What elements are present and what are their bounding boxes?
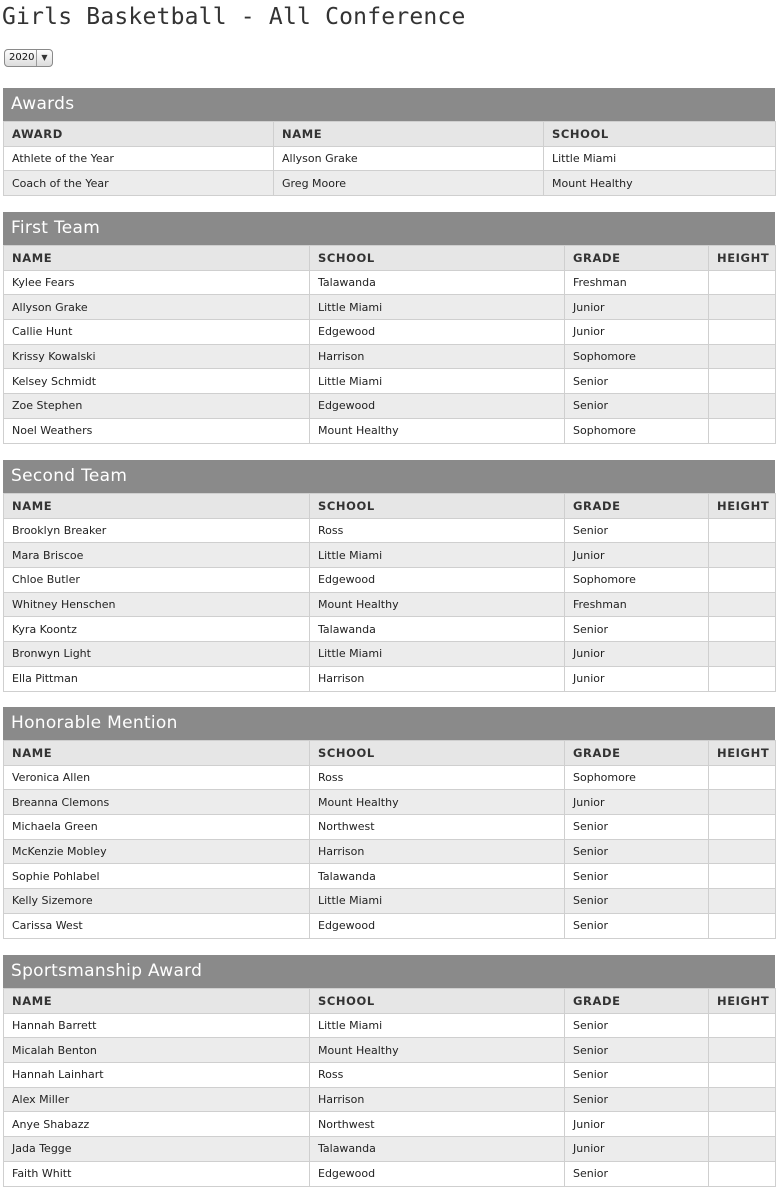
table-cell: Harrison [310,1087,565,1112]
table-cell [709,1013,776,1038]
table-cell: Zoe Stephen [4,394,310,419]
honorable-mention-section [3,707,775,939]
table-cell: Junior [565,790,709,815]
table-cell: Junior [565,1112,709,1137]
table-row [4,171,776,196]
awards-table [3,121,776,196]
table-row [4,320,776,345]
table-cell: Mount Healthy [310,790,565,815]
table-row [4,1161,776,1186]
table-cell: Harrison [310,344,565,369]
table-cell [709,270,776,295]
column-header: SCHOOL [544,122,776,147]
table-cell: Allyson Grake [4,295,310,320]
table-row [4,592,776,617]
table-cell: Senior [565,1013,709,1038]
table-row [4,666,776,691]
table-cell: Michaela Green [4,815,310,840]
table-cell: Allyson Grake [274,146,544,171]
table-cell: Micalah Benton [4,1038,310,1063]
section-title: Awards [3,88,775,121]
table-cell: Jada Tegge [4,1137,310,1162]
table-cell: Little Miami [544,146,776,171]
table-cell: Little Miami [310,369,565,394]
table-cell [709,394,776,419]
table-cell: Ross [310,518,565,543]
table-cell: Senior [565,913,709,938]
table-cell: Little Miami [310,1013,565,1038]
second-team-table [3,493,776,692]
table-header-row [4,122,776,147]
table-cell: Sophomore [565,344,709,369]
column-header: HEIGHT [709,989,776,1014]
table-row [4,790,776,815]
table-row [4,864,776,889]
table-cell: Ross [310,1063,565,1088]
table-cell: Edgewood [310,1161,565,1186]
table-header-row [4,989,776,1014]
table-cell: Coach of the Year [4,171,274,196]
table-cell: Whitney Henschen [4,592,310,617]
table-cell: Senior [565,1038,709,1063]
table-cell [709,1161,776,1186]
table-row [4,146,776,171]
table-cell: Bronwyn Light [4,642,310,667]
section-title: Sportsmanship Award [3,955,775,988]
table-cell [709,1038,776,1063]
column-header: GRADE [565,246,709,271]
table-cell: Hannah Barrett [4,1013,310,1038]
table-cell: Little Miami [310,295,565,320]
column-header: NAME [4,246,310,271]
table-cell: Sophomore [565,418,709,443]
table-cell: Senior [565,394,709,419]
column-header: NAME [274,122,544,147]
chevron-down-icon[interactable]: ▼ [36,50,52,66]
column-header: SCHOOL [310,989,565,1014]
table-cell [709,839,776,864]
table-cell: Senior [565,864,709,889]
table-cell: Krissy Kowalski [4,344,310,369]
table-cell: Sophomore [565,568,709,593]
column-header: HEIGHT [709,246,776,271]
table-cell: Kylee Fears [4,270,310,295]
column-header: HEIGHT [709,494,776,519]
table-cell: Northwest [310,815,565,840]
table-cell: Freshman [565,270,709,295]
second-team-section [3,460,775,692]
table-cell: Harrison [310,839,565,864]
table-cell: Senior [565,1087,709,1112]
table-row [4,617,776,642]
table-cell [709,568,776,593]
table-cell: Senior [565,839,709,864]
section-title: First Team [3,212,775,245]
table-cell: Senior [565,889,709,914]
table-cell [709,418,776,443]
table-cell: Junior [565,666,709,691]
table-cell: Junior [565,295,709,320]
table-cell: Ross [310,765,565,790]
table-row [4,765,776,790]
table-cell [709,369,776,394]
table-cell: Junior [565,1137,709,1162]
table-cell [709,790,776,815]
table-cell: Freshman [565,592,709,617]
table-cell: Mount Healthy [544,171,776,196]
first-team-section [3,212,775,444]
column-header: SCHOOL [310,246,565,271]
column-header: GRADE [565,989,709,1014]
table-cell: Mount Healthy [310,418,565,443]
table-cell: Little Miami [310,543,565,568]
table-cell [709,1112,776,1137]
table-cell: Callie Hunt [4,320,310,345]
table-cell [709,864,776,889]
table-cell: Edgewood [310,394,565,419]
awards-section [3,88,775,196]
table-header-row [4,494,776,519]
table-cell: Kelly Sizemore [4,889,310,914]
table-cell: Northwest [310,1112,565,1137]
section-title: Honorable Mention [3,707,775,740]
table-cell: Mara Briscoe [4,543,310,568]
table-cell: Senior [565,617,709,642]
table-cell [709,1137,776,1162]
table-cell: Junior [565,320,709,345]
table-cell: Sophie Pohlabel [4,864,310,889]
table-cell: Noel Weathers [4,418,310,443]
table-cell: Chloe Butler [4,568,310,593]
table-row [4,1013,776,1038]
table-cell: Talawanda [310,1137,565,1162]
table-cell [709,765,776,790]
table-cell [709,592,776,617]
table-cell: Edgewood [310,320,565,345]
table-cell: Talawanda [310,617,565,642]
sportsmanship-award-section [3,955,775,1187]
column-header: NAME [4,494,310,519]
column-header: NAME [4,989,310,1014]
table-row [4,1137,776,1162]
table-cell: Anye Shabazz [4,1112,310,1137]
table-cell: Senior [565,1161,709,1186]
table-cell [709,913,776,938]
column-header: GRADE [565,494,709,519]
table-cell [709,642,776,667]
section-title: Second Team [3,460,775,493]
table-cell: Carissa West [4,913,310,938]
table-cell: Greg Moore [274,171,544,196]
table-cell: Harrison [310,666,565,691]
table-cell: Brooklyn Breaker [4,518,310,543]
table-row [4,270,776,295]
table-row [4,889,776,914]
table-row [4,394,776,419]
table-cell: Kyra Koontz [4,617,310,642]
table-cell [709,1063,776,1088]
table-cell: Mount Healthy [310,592,565,617]
page-title: Girls Basketball - All Conference [2,4,466,30]
column-header: SCHOOL [310,741,565,766]
table-cell [709,295,776,320]
table-cell [709,320,776,345]
table-cell: Faith Whitt [4,1161,310,1186]
table-cell: Hannah Lainhart [4,1063,310,1088]
table-cell: Junior [565,642,709,667]
table-row [4,642,776,667]
table-cell: McKenzie Mobley [4,839,310,864]
first-team-table [3,245,776,444]
table-cell: Senior [565,518,709,543]
table-row [4,913,776,938]
table-cell [709,666,776,691]
column-header: GRADE [565,741,709,766]
year-select-value: 2020 [9,52,35,63]
table-header-row [4,246,776,271]
table-cell [709,617,776,642]
table-cell: Junior [565,543,709,568]
table-cell: Little Miami [310,642,565,667]
table-row [4,1112,776,1137]
table-cell [709,1087,776,1112]
table-row [4,815,776,840]
table-cell [709,543,776,568]
table-cell: Senior [565,815,709,840]
table-cell [709,815,776,840]
table-row [4,369,776,394]
table-cell: Alex Miller [4,1087,310,1112]
column-header: HEIGHT [709,741,776,766]
year-select[interactable] [4,49,53,67]
column-header: SCHOOL [310,494,565,519]
table-row [4,1038,776,1063]
sportsmanship-award-table [3,988,776,1187]
table-row [4,418,776,443]
table-cell [709,518,776,543]
table-row [4,839,776,864]
table-cell [709,889,776,914]
table-header-row [4,741,776,766]
table-cell: Senior [565,369,709,394]
table-row [4,1063,776,1088]
column-header: NAME [4,741,310,766]
table-cell: Veronica Allen [4,765,310,790]
table-cell: Athlete of the Year [4,146,274,171]
table-row [4,295,776,320]
table-row [4,568,776,593]
honorable-mention-table [3,740,776,939]
table-cell: Senior [565,1063,709,1088]
table-cell: Sophomore [565,765,709,790]
table-cell: Talawanda [310,864,565,889]
table-cell: Edgewood [310,913,565,938]
table-row [4,543,776,568]
column-header: AWARD [4,122,274,147]
table-row [4,518,776,543]
table-cell: Talawanda [310,270,565,295]
table-cell [709,344,776,369]
table-cell: Ella Pittman [4,666,310,691]
table-cell: Breanna Clemons [4,790,310,815]
table-cell: Edgewood [310,568,565,593]
table-row [4,1087,776,1112]
table-row [4,344,776,369]
table-cell: Mount Healthy [310,1038,565,1063]
table-cell: Kelsey Schmidt [4,369,310,394]
table-cell: Little Miami [310,889,565,914]
